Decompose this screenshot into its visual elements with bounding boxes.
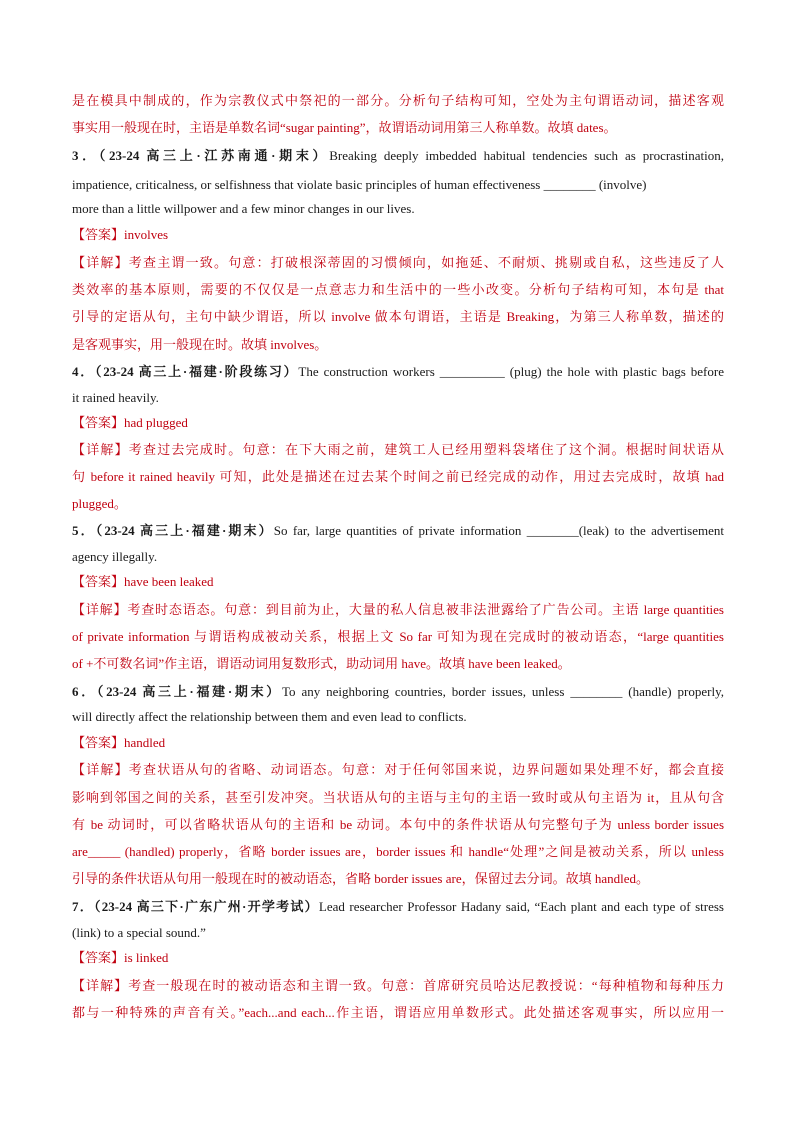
- question-number: 4．: [72, 364, 96, 379]
- text-line: [72, 363, 724, 381]
- text-line: [72, 92, 724, 110]
- text-line: [72, 816, 724, 834]
- line-text: are_____ (handled) properly，省略 border issues are，border issues 和 handle“处理”之间是被动关系，所以 unless: [72, 844, 724, 859]
- text-line: [72, 843, 724, 861]
- question-source: （23-24 高三上·江苏南通·期末）: [98, 148, 330, 163]
- text-line: [72, 655, 724, 673]
- line-text: more than a little willpower and a few minor changes in our lives.: [72, 201, 415, 216]
- line-text: plugged。: [72, 496, 127, 511]
- line-text: 【答案】had plugged: [72, 415, 188, 430]
- text-line: [72, 495, 724, 513]
- line-text: 是客观事实，用一般现在时。故填 involves。: [72, 337, 328, 352]
- text-line: [72, 949, 724, 967]
- line-text: 【详解】考查状语从句的省略、动词语态。句意：对于任何邻国来说，边界问题如果处理不好，都会直接: [72, 762, 724, 777]
- line-text: 类效率的基本原则，需要的不仅仅是一点意志力和生活中的一些小改变。分析句子结构可知，本句是 that: [72, 282, 724, 297]
- text-line: [72, 708, 724, 726]
- line-text: Lead researcher Professor Hadany said, “Each plant and each type of stress: [318, 899, 724, 914]
- line-text: it rained heavily.: [72, 390, 159, 405]
- text-line: [72, 683, 724, 701]
- line-text: Breaking deeply imbedded habitual tendencies such as procrastination,: [329, 148, 724, 163]
- text-line: [72, 414, 724, 432]
- line-text: of private information 与谓语构成被动关系，根据上文 So far 可知为现在完成时的被动语态，“large quantities: [72, 629, 724, 644]
- text-line: [72, 522, 724, 540]
- text-line: [72, 1004, 724, 1022]
- line-text: impatience, criticalness, or selfishness that violate basic principles of human effectiveness ________ (involve): [72, 177, 647, 192]
- line-text: 【答案】involves: [72, 227, 169, 242]
- text-line: [72, 176, 724, 194]
- line-text: 事实用一般现在时，主语是单数名词“sugar painting”，故谓语动词用第三人称单数。故填 dates。: [72, 120, 617, 135]
- line-text: 【答案】handled: [72, 735, 166, 750]
- line-text: will directly affect the relationship between them and even lead to conflicts.: [72, 709, 467, 724]
- line-text: 【答案】have been leaked: [72, 574, 214, 589]
- question-source: （23-24 高三上·福建·期末）: [95, 523, 274, 538]
- text-line: [72, 389, 724, 407]
- question-source: （23-24 高三上·福建·阶段练习）: [95, 364, 299, 379]
- line-text: 引导的条件状语从句用一般现在时的被动语态，省略 border issues are，保留过去分词。故填 handled。: [72, 871, 650, 886]
- question-number: 3．: [72, 148, 99, 163]
- text-line: [72, 870, 724, 888]
- line-text: 影响到邻国之间的关系，甚至引发冲突。当状语从句的主语与主句的主语一致时或从句主语为 it，且从句含: [72, 790, 724, 805]
- line-text: 有 be 动词时，可以省略状语从句的主语和 be 动词。本句中的条件状语从句完整句子为 unless border issues: [72, 817, 724, 832]
- question-number: 6．: [72, 684, 97, 699]
- text-line: [72, 336, 724, 354]
- question-source: （23-24 高三上·福建·期末）: [96, 684, 282, 699]
- question-number: 7．: [72, 899, 95, 914]
- text-line: [72, 628, 724, 646]
- text-line: [72, 977, 724, 995]
- text-line: [72, 468, 724, 486]
- text-line: [72, 601, 724, 619]
- line-text: 【详解】考查过去完成时。句意：在下大雨之前，建筑工人已经用塑料袋堵住了这个洞。根据时间状语从: [72, 442, 724, 457]
- text-line: [72, 898, 724, 916]
- line-text: 【详解】考查一般现在时的被动语态和主谓一致。句意：首席研究员哈达尼教授说：“每种植物和每种压力: [72, 978, 724, 993]
- text-line: [72, 119, 724, 137]
- line-text: of +不可数名词”作主语，谓语动词用复数形式，助动词用 have。故填 have been leaked。: [72, 656, 571, 671]
- line-text: 【详解】考查时态语态。句意：到目前为止，大量的私人信息被非法泄露给了广告公司。主语 large quantities: [72, 602, 724, 617]
- text-line: [72, 734, 724, 752]
- text-line: [72, 548, 724, 566]
- question-source: （23-24 高三下·广东广州·开学考试）: [94, 899, 319, 914]
- line-text: To any neighboring countries, border issues, unless ________ (handle) properly,: [281, 684, 724, 699]
- line-text: 引导的定语从句，主句中缺少谓语，所以 involve 做本句谓语，主语是 Breaking，为第三人称单数，描述的: [72, 309, 724, 324]
- line-text: 【详解】考查主谓一致。句意：打破根深蒂固的习惯倾向，如拖延、不耐烦、挑剔或自私，这些违反了人: [72, 255, 724, 270]
- line-text: 是在模具中制成的，作为宗教仪式中祭祀的一部分。分析句子结构可知，空处为主句谓语动词，描述客观: [72, 93, 724, 108]
- text-line: [72, 308, 724, 326]
- line-text: The construction workers __________ (plug) the hole with plastic bags before: [298, 364, 724, 379]
- text-line: [72, 789, 724, 807]
- line-text: 【答案】is linked: [72, 950, 169, 965]
- text-line: [72, 761, 724, 779]
- line-text: 都与一种特殊的声音有关。”each...and each...作主语，谓语应用单数形式。此处描述客观事实，所以应用一: [72, 1005, 724, 1020]
- line-text: (link) to a special sound.”: [72, 925, 206, 940]
- text-line: [72, 281, 724, 299]
- text-line: [72, 200, 724, 218]
- text-line: [72, 924, 724, 942]
- line-text: agency illegally.: [72, 549, 158, 564]
- text-line: [72, 226, 724, 244]
- line-text: So far, large quantities of private information ________(leak) to the advertisement: [273, 523, 724, 538]
- text-line: [72, 254, 724, 272]
- text-line: [72, 147, 724, 165]
- text-line: [72, 441, 724, 459]
- question-number: 5．: [72, 523, 96, 538]
- line-text: 句 before it rained heavily 可知，此处是描述在过去某个时间之前已经完成的动作，用过去完成时，故填 had: [72, 469, 724, 484]
- text-line: [72, 573, 724, 591]
